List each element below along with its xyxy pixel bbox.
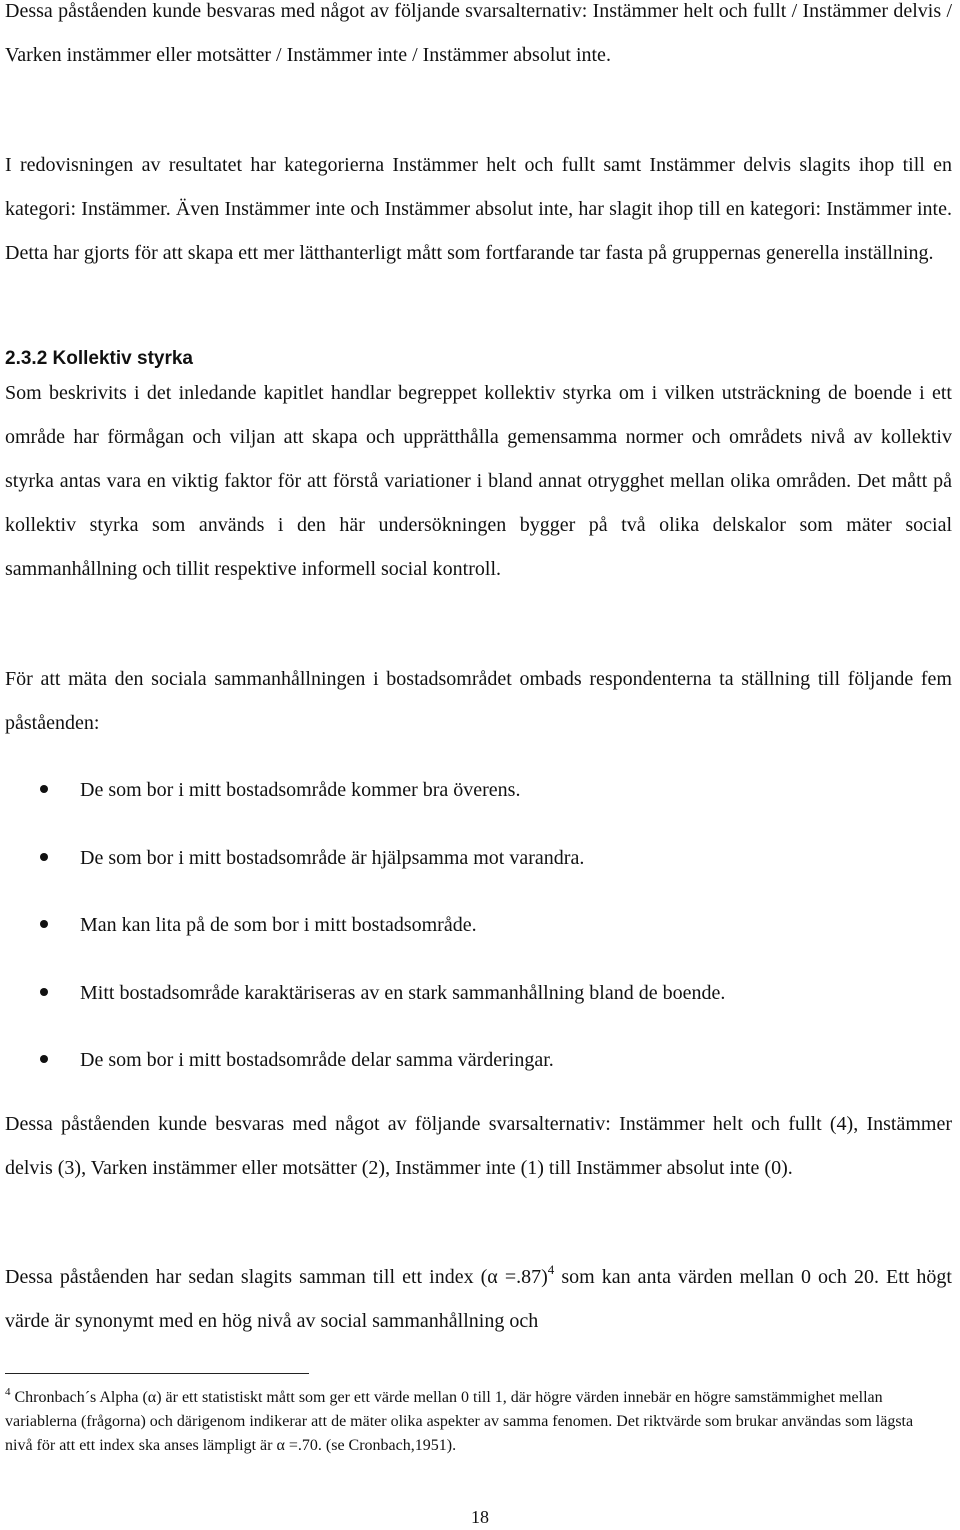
list-item: Mitt bostadsområde karaktäriseras av en stark sammanhållning bland de boende. — [0, 971, 960, 1039]
bullet-icon — [40, 785, 48, 793]
bullet-icon — [40, 988, 48, 996]
footnote-reference[interactable]: 4 — [547, 1262, 555, 1277]
footnote-separator — [5, 1373, 309, 1374]
statement-list — [0, 768, 960, 1106]
list-item: De som bor i mitt bostadsområde kommer bra överens. — [0, 768, 960, 836]
page-number: 18 — [471, 1507, 489, 1527]
list-item: Man kan lita på de som bor i mitt bostadsområde. — [0, 903, 960, 971]
paragraph-measure-cohesion: För att mäta den sociala sammanhållningen i bostadsområdet ombads respondenterna ta ställning till följande fem påståenden: — [5, 668, 952, 734]
section-heading: 2.3.2 Kollektiv styrka — [5, 348, 193, 369]
list-item: De som bor i mitt bostadsområde är hjälpsamma mot varandra. — [0, 836, 960, 904]
bullet-icon — [40, 853, 48, 861]
footnote-number: 4 — [5, 1386, 11, 1398]
list-item: De som bor i mitt bostadsområde delar samma värderingar. — [0, 1038, 960, 1106]
paragraph-answer-scale: Dessa påståenden kunde besvaras med något av följande svarsalternativ: Instämmer helt och fullt (4), Instämmer delvis (3), Varken instämmer eller motsätter (2), Instämmer inte (1) till Instämmer absolut inte (0). — [5, 1113, 952, 1179]
paragraph-category-merge: I redovisningen av resultatet har kategorierna Instämmer helt och fullt samt Instämmer delvis slagits ihop till en kategori: Instämmer. Även Instämmer inte och Instämmer absolut inte, har slagit ihop till en kategori: Instämmer inte. Detta har gjorts för att skapa ett mer lätthanterligt mått som fortfarande tar fasta på gruppernas generella inställning. — [5, 154, 952, 264]
footnote: $^4$ Chronbach´s Alpha (α) är ett statistiskt mått som ger ett värde mellan 0 till 1, där högre värden innebär en högre samstämmighet mellan variablerna (frågorna) och därigenom indikerar att de mäter olika aspekter av samma fenomen. Det riktvärde som brukar användas som lägsta nivå för att ett index ska anses lämpligt är α =.70. (se Cronbach,1951). — [5, 1386, 914, 1454]
bullet-icon — [40, 920, 48, 928]
paragraph-collective-efficacy: Som beskrivits i det inledande kapitlet handlar begreppet kollektiv styrka om i vilken utsträckning de boende i ett område har förmågan och viljan att skapa och upprätthålla gemensamma normer och områdets nivå av kollektiv styrka antas vara en viktig faktor för att förstå variationer i bland annat otrygghet mellan olika områden. Det mått på kollektiv styrka som används i den här undersökningen bygger på två olika delskalor som mäter social sammanhållning och tillit respektive informell social kontroll. — [5, 382, 952, 580]
paragraph-answer-options-intro: Dessa påståenden kunde besvaras med något av följande svarsalternativ: Instämmer helt och fullt / Instämmer delvis / Varken instämmer eller motsätter / Instämmer inte / Instämmer absolut inte. — [5, 0, 952, 66]
bullet-icon — [40, 1055, 48, 1063]
paragraph-index: Dessa påståenden har sedan slagits samman till ett index (α =.87)$^4$ som kan anta värden mellan 0 och 20. Ett högt värde är synonymt med en hög nivå av social sammanhållning och — [5, 1262, 952, 1332]
